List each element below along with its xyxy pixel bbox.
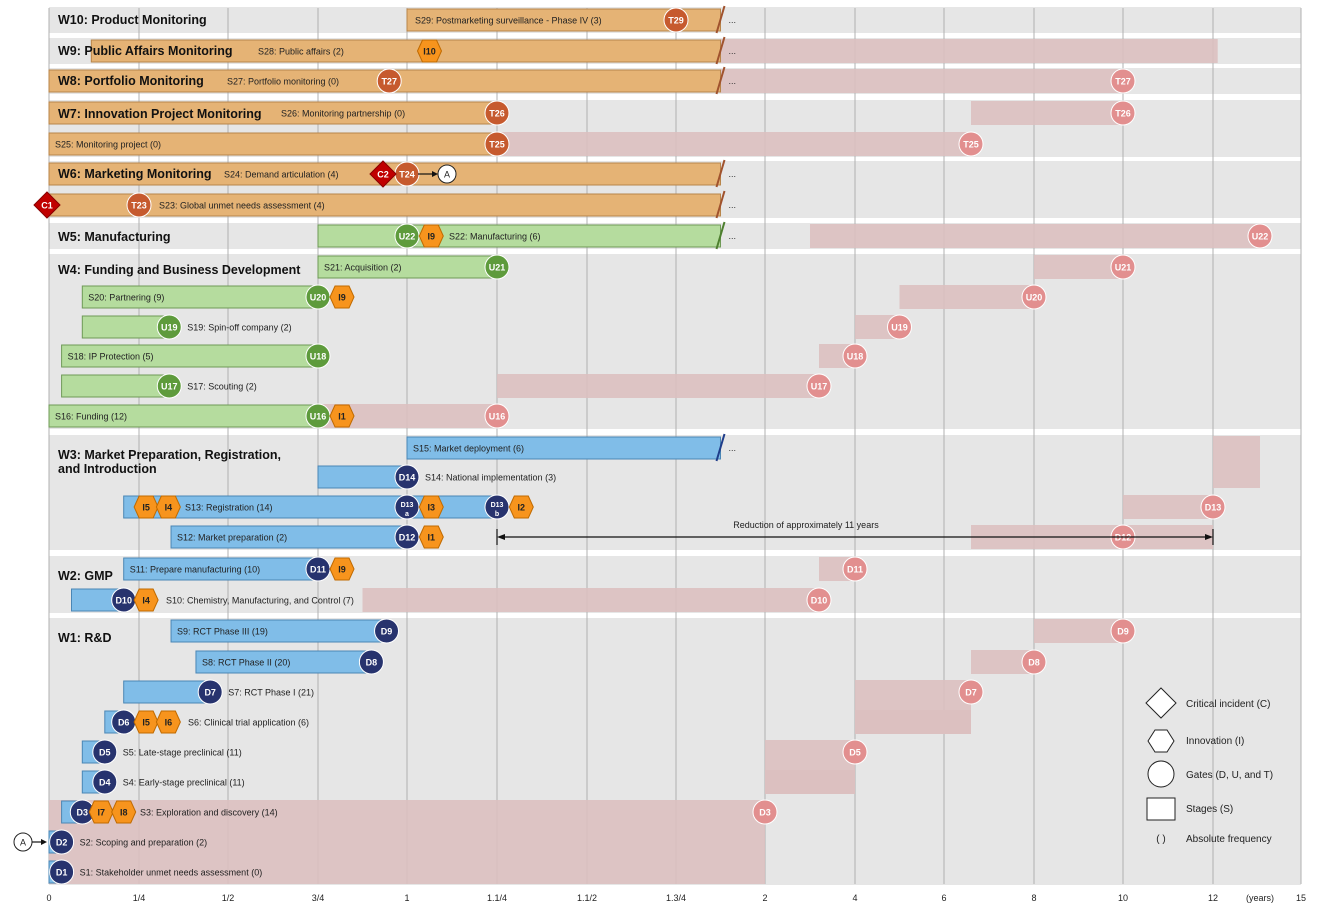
section-label-w1: W1: R&D bbox=[58, 631, 112, 645]
x-tick-label: 10 bbox=[1117, 893, 1129, 903]
original-duration-bar bbox=[363, 588, 820, 612]
legend-circle-icon bbox=[1148, 761, 1174, 787]
gate-label: D13 bbox=[490, 502, 504, 509]
gate-original-label: U18 bbox=[846, 351, 864, 362]
original-duration-bar bbox=[1213, 436, 1260, 488]
gate-original-label: U20 bbox=[1025, 292, 1043, 303]
ellipsis: ... bbox=[728, 46, 737, 56]
innovation-label: I7 bbox=[97, 807, 105, 818]
gate-original-label: D9 bbox=[1117, 626, 1129, 637]
x-tick-label: 1/2 bbox=[221, 893, 235, 903]
stage-bar bbox=[62, 375, 170, 397]
stage-bar bbox=[318, 466, 407, 488]
stage-label: S21: Acquisition (2) bbox=[324, 262, 402, 273]
gate-label: T24 bbox=[399, 169, 415, 180]
ellipsis: ... bbox=[728, 200, 737, 210]
gate-label: U21 bbox=[488, 262, 506, 273]
stage-label: S28: Public affairs (2) bbox=[258, 46, 344, 57]
gate-original-label: D7 bbox=[965, 687, 977, 698]
innovation-label: I10 bbox=[423, 46, 436, 57]
stage-label: S5: Late-stage preclinical (11) bbox=[122, 747, 242, 758]
innovation-label: I1 bbox=[427, 532, 436, 543]
stage-label: S14: National implementation (3) bbox=[425, 472, 557, 483]
stage-label: S15: Market deployment (6) bbox=[413, 443, 525, 454]
stage-label: S16: Funding (12) bbox=[55, 411, 128, 422]
critical-incident-label: C1 bbox=[41, 200, 53, 211]
x-tick-label: 8 bbox=[1031, 893, 1037, 903]
ellipsis: ... bbox=[728, 15, 737, 25]
innovation-label: I9 bbox=[338, 292, 346, 303]
section-label-w2: W2: GMP bbox=[58, 569, 113, 583]
innovation-label: I9 bbox=[427, 231, 436, 242]
gate-label: U16 bbox=[309, 411, 327, 422]
section-label-w5: W5: Manufacturing bbox=[58, 230, 171, 244]
gate-label: T23 bbox=[131, 200, 147, 211]
ellipsis: ... bbox=[728, 231, 737, 241]
gate-label: T27 bbox=[381, 76, 397, 87]
stage-label: S4: Early-stage preclinical (11) bbox=[122, 777, 245, 788]
legend-square-icon bbox=[1147, 798, 1175, 820]
section-label-w7: W7: Innovation Project Monitoring bbox=[58, 107, 262, 121]
stage-label: S11: Prepare manufacturing (10) bbox=[129, 564, 261, 575]
stage-label: S2: Scoping and preparation (2) bbox=[79, 837, 208, 848]
x-tick-label: 0 bbox=[46, 893, 52, 903]
gate-label: D3 bbox=[76, 807, 89, 818]
gate-label: D5 bbox=[99, 747, 111, 758]
section-label-w8: W8: Portfolio Monitoring bbox=[58, 74, 204, 88]
gate-label: T29 bbox=[668, 15, 684, 26]
gate-original-label: U19 bbox=[891, 322, 908, 333]
section-label-w3: W3: Market Preparation, Registration, and Introduction bbox=[58, 448, 281, 476]
innovation-label: I5 bbox=[142, 717, 150, 728]
reduction-note: Reduction of approximately 11 years bbox=[733, 520, 879, 530]
original-duration-bar bbox=[855, 710, 971, 734]
original-duration-bar bbox=[1034, 255, 1123, 279]
gate-label: D2 bbox=[55, 837, 68, 848]
original-duration-bar bbox=[810, 224, 1260, 248]
arrow-head bbox=[41, 839, 47, 845]
stage-label: S7: RCT Phase I (21) bbox=[228, 687, 315, 698]
gate-label: U18 bbox=[309, 351, 327, 362]
stage-label: S20: Partnering (9) bbox=[88, 292, 165, 303]
gate-label: T25 bbox=[489, 139, 505, 150]
x-axis bbox=[46, 893, 1306, 903]
innovation-label: I6 bbox=[164, 717, 173, 728]
gate-label: D8 bbox=[365, 657, 378, 668]
gate-original-label: U17 bbox=[810, 381, 828, 392]
gate-original-label: D5 bbox=[849, 747, 861, 758]
gate-label: D12 bbox=[398, 532, 416, 543]
stage-bar bbox=[82, 316, 169, 338]
gate-original-label: D3 bbox=[759, 807, 771, 818]
x-tick-label: 12 bbox=[1207, 893, 1219, 903]
x-tick-label: 1.1/2 bbox=[576, 893, 598, 903]
gate-label: D4 bbox=[99, 777, 111, 788]
section-band bbox=[49, 254, 1301, 429]
gate-label: D11 bbox=[309, 564, 327, 575]
stage-label: S12: Market preparation (2) bbox=[177, 532, 288, 543]
innovation-label: I2 bbox=[517, 502, 526, 513]
gate-original-label: D11 bbox=[846, 564, 864, 575]
section-label-w4: W4: Funding and Business Development bbox=[58, 263, 301, 277]
stage-label: S19: Spin-off company (2) bbox=[187, 322, 292, 333]
gate-label: D1 bbox=[55, 867, 68, 878]
stage-label: S24: Demand articulation (4) bbox=[224, 169, 339, 180]
legend-freq-symbol: ( ) bbox=[1156, 834, 1166, 845]
legend-critical: Critical incident (C) bbox=[1186, 699, 1271, 710]
stage-label: S22: Manufacturing (6) bbox=[449, 231, 541, 242]
stage-label: S25: Monitoring project (0) bbox=[55, 139, 162, 150]
original-duration-bar bbox=[765, 770, 855, 794]
x-tick-label: 3/4 bbox=[311, 893, 325, 903]
gate-label: U19 bbox=[161, 322, 178, 333]
gate-sub: b bbox=[494, 511, 500, 518]
gate-original-label: D13 bbox=[1204, 502, 1222, 513]
original-duration-bar bbox=[721, 39, 1218, 63]
stage-label: S18: IP Protection (5) bbox=[67, 351, 154, 362]
x-tick-label: 1/4 bbox=[132, 893, 146, 903]
innovation-label: I3 bbox=[427, 502, 436, 513]
gate-original-label: T26 bbox=[1115, 108, 1131, 119]
gate-sub: a bbox=[405, 511, 409, 518]
legend-freq: Absolute frequency bbox=[1186, 834, 1272, 845]
gate-label: D14 bbox=[398, 472, 416, 483]
stage-label: S1: Stakeholder unmet needs assessment (0) bbox=[79, 867, 263, 878]
gate-label: U22 bbox=[398, 231, 416, 242]
connector-label: A bbox=[443, 169, 451, 180]
section-label-w9: W9: Public Affairs Monitoring bbox=[58, 44, 233, 58]
gate-original-label: U16 bbox=[488, 411, 506, 422]
stage-label: S10: Chemistry, Manufacturing, and Control (7) bbox=[166, 595, 354, 606]
innovation-label: I9 bbox=[338, 564, 346, 575]
ellipsis: ... bbox=[728, 443, 737, 453]
x-tick-label: 1.1/4 bbox=[486, 893, 508, 903]
original-duration-bar bbox=[1123, 495, 1213, 519]
original-duration-bar bbox=[497, 374, 819, 398]
gate-original-label: U22 bbox=[1251, 231, 1269, 242]
connector-label: A bbox=[19, 837, 27, 848]
legend-stages: Stages (S) bbox=[1186, 804, 1234, 815]
stage-label: S9: RCT Phase III (19) bbox=[177, 626, 268, 637]
section-label-w6: W6: Marketing Monitoring bbox=[58, 167, 212, 181]
gate-label: D9 bbox=[380, 626, 393, 637]
x-tick-label: (years) bbox=[1245, 893, 1275, 903]
x-tick-label: 15 bbox=[1295, 893, 1307, 903]
legend-innovation: Innovation (I) bbox=[1186, 736, 1245, 747]
innovation-label: I5 bbox=[142, 502, 150, 513]
gate-original-label: D8 bbox=[1028, 657, 1040, 668]
gate-original-label: U21 bbox=[1114, 262, 1132, 273]
ellipsis: ... bbox=[728, 76, 737, 86]
stage-label: S8: RCT Phase II (20) bbox=[201, 657, 291, 668]
stage-label: S29: Postmarketing surveillance - Phase IV (3) bbox=[415, 15, 602, 26]
gate-label: T26 bbox=[489, 108, 505, 119]
stage-label: S13: Registration (14) bbox=[185, 502, 273, 513]
x-tick-label: 2 bbox=[762, 893, 768, 903]
innovation-label: I4 bbox=[164, 502, 173, 513]
legend-gates: Gates (D, U, and T) bbox=[1186, 770, 1274, 781]
stage-label: S17: Scouting (2) bbox=[187, 381, 257, 392]
innovation-label: I1 bbox=[338, 411, 346, 422]
original-duration-bar bbox=[971, 101, 1123, 125]
original-duration-bar bbox=[721, 69, 1124, 93]
original-duration-bar bbox=[1034, 619, 1123, 643]
stage-label: S3: Exploration and discovery (14) bbox=[140, 807, 278, 818]
stage-label: S27: Portfolio monitoring (0) bbox=[227, 76, 340, 87]
gate-label: U20 bbox=[309, 292, 327, 303]
innovation-label: I8 bbox=[119, 807, 128, 818]
section-label-w10: W10: Product Monitoring bbox=[58, 13, 207, 27]
stage-label: S26: Monitoring partnership (0) bbox=[281, 108, 406, 119]
gate-label: U17 bbox=[161, 381, 178, 392]
gate-label: D10 bbox=[115, 595, 132, 606]
gate-label: D13 bbox=[400, 502, 414, 509]
gate-label: D7 bbox=[204, 687, 216, 698]
x-tick-label: 1.3/4 bbox=[665, 893, 687, 903]
x-tick-label: 6 bbox=[941, 893, 947, 903]
stage-bar bbox=[124, 681, 211, 703]
x-tick-label: 4 bbox=[852, 893, 858, 903]
gate-original-label: T27 bbox=[1115, 76, 1131, 87]
critical-incident-label: C2 bbox=[377, 169, 389, 180]
gate-label: D6 bbox=[117, 717, 130, 728]
original-duration-bar bbox=[497, 132, 971, 156]
original-duration-bar bbox=[900, 285, 1035, 309]
gate-original-label: D12 bbox=[1114, 532, 1132, 543]
stage-label: S6: Clinical trial application (6) bbox=[188, 717, 310, 728]
gate-original-label: D10 bbox=[810, 595, 828, 606]
gate-original-label: T25 bbox=[963, 139, 979, 150]
ellipsis: ... bbox=[728, 169, 737, 179]
stage-label: S23: Global unmet needs assessment (4) bbox=[159, 200, 325, 211]
innovation-label: I4 bbox=[142, 595, 150, 606]
x-tick-label: 1 bbox=[404, 893, 410, 903]
